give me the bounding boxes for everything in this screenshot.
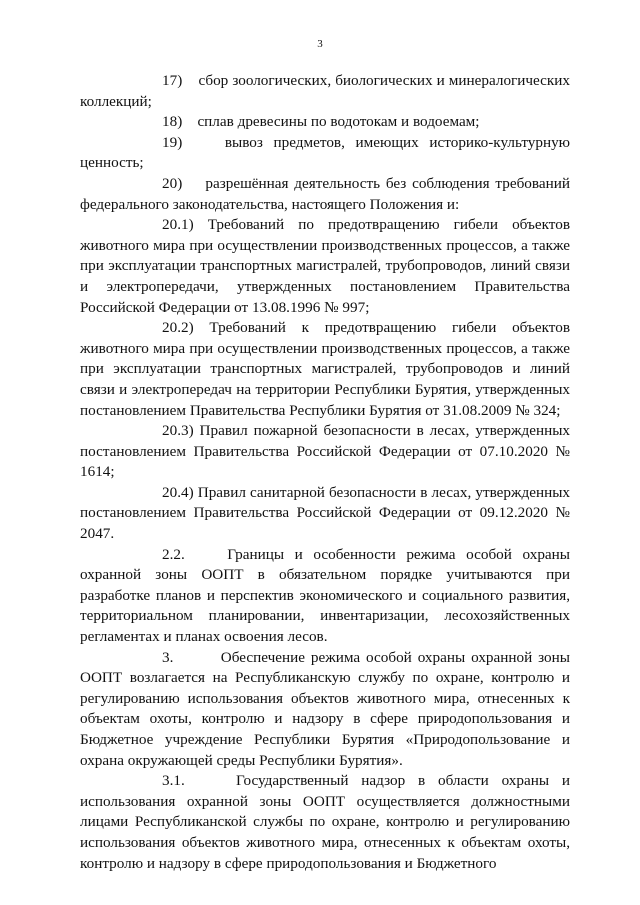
item-number: 3. [162,648,174,666]
item-number: 19) [162,133,183,151]
item-number: 20.4) [162,483,194,501]
list-item-20-3 [80,421,570,483]
item-text: вывоз предметов, имеющих историко-культурную ценность; [80,133,571,172]
item-number: 20.3) [162,422,194,440]
document-body [80,71,570,874]
page-number: 3 [317,38,323,50]
list-item-20-1 [80,215,570,318]
item-text: разрешённая деятельность без соблюдения требований федерального законодательства, настоящего Положения и: [80,174,570,213]
item-text: Требований к предотвращению гибели объектов животного мира при осуществлении производственных процессов, а также при эксплуатации транспортных магистралей, трубопроводов и линий связи и электропередач на территории Республики Бурятия, утвержденных постановлением Правительства Республики Бурятия от 31.08.2009 № 324; [80,319,571,419]
item-number: 20.1) [162,216,194,234]
item-text: Обеспечение режима особой охраны охранной зоны ООПТ возлагается на Республиканскую службу по охране, контролю и регулированию использования объектов животного мира, отнесенных к объектам охоты, контролю и надзору в сфере природопользования и Бюджетное учреждение Республики Бурятия «Природопользование и охрана окружающей среды Республики Бурятия». [80,648,570,769]
section-3 [80,648,570,772]
item-text: Правил пожарной безопасности в лесах, утвержденных постановлением Правительства Российской Федерации от 07.10.2020 № 1614; [80,422,571,481]
item-number: 17) [162,72,183,89]
item-number: 3.1. [162,772,185,790]
item-text: сбор зоологических, биологических и минералогических коллекций; [80,72,570,110]
list-item-18 [80,112,570,133]
item-text: Границы и особенности режима особой охраны охранной зоны ООПТ в обязательном порядке учитываются при разработке планов и перспектив экономического и социального развития, территориальном планировании, инвентаризации, лесохозяйственных регламентах и планах освоения лесов. [80,545,571,646]
item-text: Государственный надзор в области охраны и использования охранной зоны ООПТ осуществляется должностными лицами Республиканской службы по охране, контролю и регулированию использования объектов животного мира, отнесенных к объектам охоты, контролю и надзору в сфере природопользования и Бюджетного [80,772,570,872]
item-number: 18) [162,113,183,131]
list-item-17 [80,71,570,112]
section-2-2 [80,545,570,648]
item-text: Правил санитарной безопасности в лесах, утвержденных постановлением Правительства Российской Федерации от 09.12.2020 № 2047. [80,483,571,543]
list-item-19 [80,133,570,174]
list-item-20-4 [80,483,570,545]
item-text: Требований по предотвращению гибели объектов животного мира при осуществлении производственных процессов, а также при эксплуатации транспортных магистралей, трубопроводов, линий связи и электропередачи, утвержденных постановлением Правительства Российской Федерации от 13.08.1996 № 997; [80,216,570,316]
list-item-20 [80,174,570,215]
item-number: 20) [162,174,183,192]
item-text: сплав древесины по водотокам и водоемам; [197,113,480,131]
item-number: 2.2. [162,545,185,563]
list-item-20-2 [80,318,570,421]
item-number: 20.2) [162,319,194,337]
section-3-1 [80,771,570,874]
